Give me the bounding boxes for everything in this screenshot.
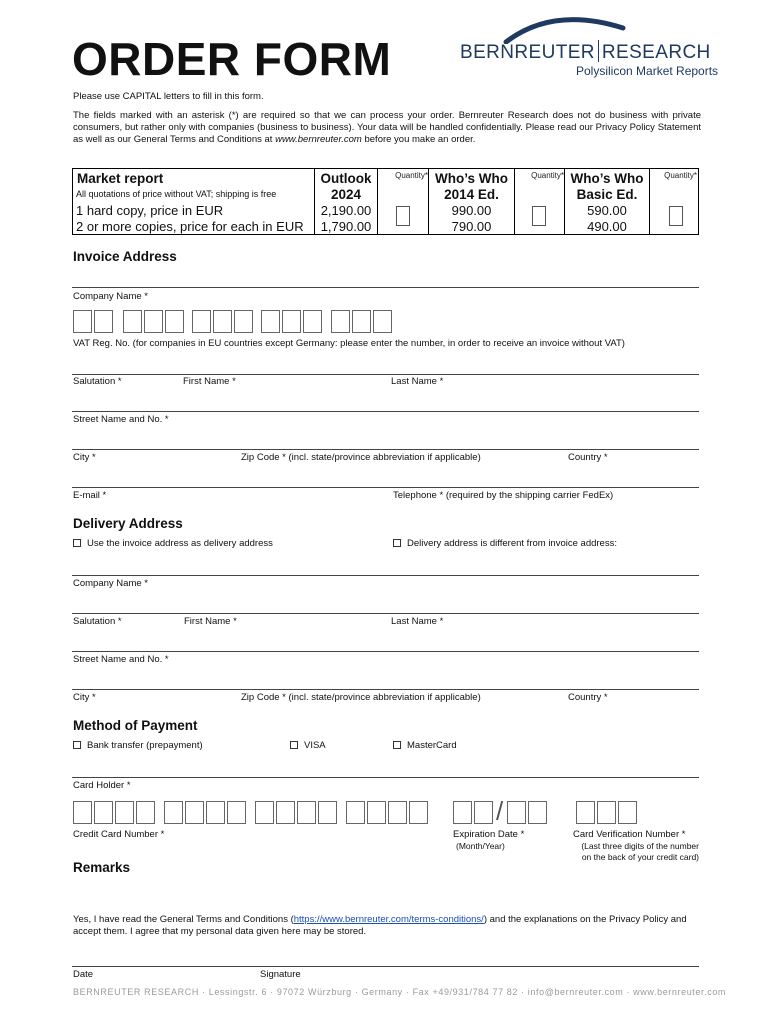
checkbox-icon[interactable]: [73, 539, 81, 547]
expiration-date-label: Expiration Date *: [453, 829, 525, 840]
delivery-company-label: Company Name *: [73, 578, 148, 589]
delivery-last-name-label: Last Name *: [391, 616, 444, 627]
pricing-table: [72, 168, 699, 235]
pricing-row-1-label: 1 hard copy, price in EUR: [76, 203, 224, 218]
payment-option-mastercard[interactable]: MasterCard: [393, 740, 457, 751]
payment-option-bank[interactable]: Bank transfer (prepayment): [73, 740, 203, 751]
payment-heading: Method of Payment: [73, 718, 198, 733]
intro-capital-note: Please use CAPITAL letters to fill in this form.: [73, 91, 264, 102]
quantity-label: Quantity*: [664, 171, 697, 180]
invoice-email-label: E-mail *: [73, 490, 107, 501]
intro-paragraph: The fields marked with an asterisk (*) are required so that we can process your order. Bernreuter Research does not do business with private consumers, but rather only with companies (business to business). Your data will be handled confidentially. Please read our Privacy Policy Statement as well as our General Terms and Conditions at www.bernreuter.com before you make an order.: [73, 110, 701, 145]
date-label: Date: [73, 969, 94, 980]
checkbox-icon[interactable]: [393, 741, 401, 749]
delivery-zip-label: Zip Code * (incl. state/province abbreviation if applicable): [241, 692, 481, 703]
signature-label: Signature: [260, 969, 301, 980]
intro-url: www.bernreuter.com: [275, 134, 362, 145]
invoice-heading: Invoice Address: [73, 249, 177, 264]
product-outlook-title: Outlook 2024: [320, 171, 372, 202]
pricing-subnote: All quotations of price without VAT; shipping is free: [76, 189, 277, 199]
cvv-hint-2: on the back of your credit card): [581, 852, 699, 862]
footer-address: BERNREUTER RESEARCH · Lessingstr. 6 · 97072 Würzburg · Germany · Fax +49/931/784 77 82 · info@bernreuter.com · www.bernreuter.com: [73, 987, 727, 997]
checkbox-icon[interactable]: [290, 741, 298, 749]
invoice-last-name-label: Last Name *: [391, 376, 444, 387]
pricing-head: Market report: [77, 171, 164, 186]
product-whoswho-2014-title: Who’s Who 2014 Ed.: [435, 171, 508, 202]
product-whoswho-basic-price-1: 590.00: [587, 203, 627, 218]
product-whoswho-2014-price-1: 990.00: [451, 203, 492, 218]
page-title: ORDER FORM: [72, 33, 392, 85]
invoice-city-label: City *: [73, 452, 96, 463]
product-whoswho-basic-price-2: 490.00: [587, 219, 627, 234]
delivery-street-label: Street Name and No. *: [73, 654, 169, 665]
product-outlook-price-2: 1,790.00: [320, 219, 372, 234]
cvv-hint-1: (Last three digits of the number: [581, 841, 699, 851]
logo-tagline: Polysilicon Market Reports: [576, 64, 719, 78]
delivery-first-name-label: First Name *: [184, 616, 237, 627]
company-logo: [458, 12, 719, 82]
vat-label: VAT Reg. No. (for companies in EU countries except Germany: please enter the number, in order to receive an invoice without VAT): [73, 338, 625, 349]
invoice-country-label: Country *: [568, 452, 608, 463]
invoice-zip-label: Zip Code * (incl. state/province abbreviation if applicable): [241, 452, 481, 463]
quantity-label: Quantity*: [531, 171, 564, 180]
delivery-country-label: Country *: [568, 692, 608, 703]
cvv-label: Card Verification Number *: [573, 829, 686, 840]
checkbox-icon[interactable]: [73, 741, 81, 749]
payment-option-visa[interactable]: VISA: [290, 740, 326, 751]
invoice-street-label: Street Name and No. *: [73, 414, 169, 425]
quantity-label: Quantity*: [395, 171, 428, 180]
delivery-heading: Delivery Address: [73, 516, 183, 531]
product-outlook-price-1: 2,190.00: [320, 203, 372, 218]
product-whoswho-2014-price-2: 790.00: [451, 219, 492, 234]
terms-link[interactable]: https://www.bernreuter.com/terms-conditions/: [293, 914, 484, 925]
invoice-first-name-label: First Name *: [183, 376, 236, 387]
delivery-option-different[interactable]: Delivery address is different from invoice address:: [393, 538, 617, 549]
product-whoswho-basic-title: Who’s Who Basic Ed.: [570, 171, 644, 202]
invoice-company-label: Company Name *: [73, 291, 148, 302]
card-holder-label: Card Holder *: [73, 780, 131, 791]
credit-card-number-label: Credit Card Number *: [73, 829, 165, 840]
expiration-date-hint: (Month/Year): [456, 841, 505, 851]
invoice-phone-label: Telephone * (required by the shipping carrier FedEx): [393, 490, 614, 501]
quantity-input-outlook[interactable]: [396, 206, 410, 226]
consent-statement: Yes, I have read the General Terms and Conditions (https://www.bernreuter.com/terms-conditions/) and the explanations on the Privacy Policy and accept them. I agree that my personal data given here may be stored.: [73, 914, 687, 937]
checkbox-icon[interactable]: [393, 539, 401, 547]
quantity-input-whoswho-basic[interactable]: [669, 206, 683, 226]
invoice-salutation-label: Salutation *: [73, 376, 122, 387]
delivery-city-label: City *: [73, 692, 96, 703]
logo-wordmark: BERNREUTER RESEARCH: [460, 42, 711, 63]
delivery-salutation-label: Salutation *: [73, 616, 122, 627]
pricing-row-2-label: 2 or more copies, price for each in EUR: [76, 219, 304, 234]
delivery-option-same[interactable]: Use the invoice address as delivery address: [73, 538, 273, 549]
quantity-input-whoswho-2014[interactable]: [532, 206, 546, 226]
remarks-heading: Remarks: [73, 860, 131, 875]
